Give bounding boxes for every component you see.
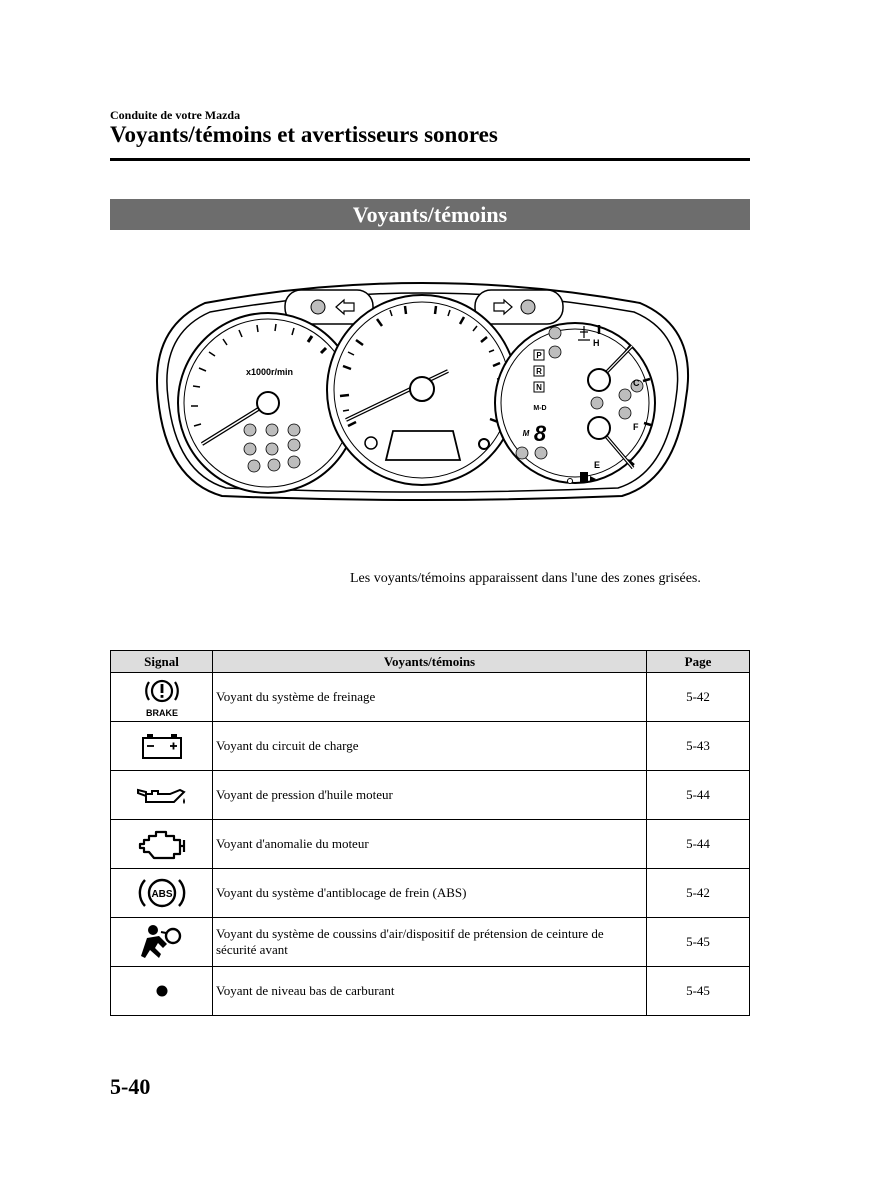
page-title: Voyants/témoins et avertisseurs sonores [110,122,498,147]
table-row [111,722,750,771]
light-label: Voyant du système de coussins d'air/dispositif de prétension de ceinture de sécurité avant [213,918,647,967]
abs-warning-icon [136,872,188,914]
turn-signal-right [475,290,563,324]
title-divider [110,158,750,161]
fuel-empty-label: E [594,460,601,470]
warning-lights-table [110,650,750,1016]
header-page: Page [647,651,750,673]
page-ref: 5-43 [647,722,750,771]
light-label: Voyant d'anomalie du moteur [213,820,647,869]
table-row [111,820,750,869]
svg-text:M-D: M-D [533,405,547,412]
trip-reset-knob [365,437,377,449]
signal-cell [111,869,213,918]
temp-cold-label: C [633,378,640,388]
light-label: Voyant du système de freinage [213,673,647,722]
tach-unit-label: x1000r/min [246,367,294,377]
light-label: Voyant du circuit de charge [213,722,647,771]
odometer-display [386,431,460,460]
signal-cell [111,722,213,771]
cluster-caption: Les voyants/témoins apparaissent dans l'une des zones grisées. [350,571,701,586]
combination-gauge [495,323,655,484]
low-fuel-dot-icon [155,984,169,998]
brake-warning-icon [137,676,187,718]
signal-cell [111,673,213,722]
check-engine-icon [136,826,188,862]
page-ref: 5-44 [647,771,750,820]
odometer-knob [479,439,489,449]
signal-cell [111,918,213,967]
svg-text:BRAKE: BRAKE [145,708,178,718]
light-label: Voyant de pression d'huile moteur [213,771,647,820]
svg-text:P: P [536,351,542,360]
battery-charge-icon [137,730,187,762]
signal-cell [111,967,213,1016]
svg-text:N: N [536,383,542,392]
svg-text:ABS: ABS [150,889,173,900]
page-ref: 5-45 [647,967,750,1016]
instrument-cluster-diagram [150,268,695,503]
svg-text:8: 8 [533,421,547,446]
table-header-row [111,651,750,673]
page-number: 5-40 [110,1074,151,1099]
header-lights: Voyants/témoins [213,651,647,673]
table-row [111,918,750,967]
header-signal: Signal [111,651,213,673]
page-ref: 5-42 [647,673,750,722]
light-label: Voyant de niveau bas de carburant [213,967,647,1016]
table-row [111,771,750,820]
speedometer [327,295,517,485]
table-row [111,869,750,918]
page-ref: 5-42 [647,869,750,918]
signal-cell [111,820,213,869]
page-ref: 5-45 [647,918,750,967]
signal-cell [111,771,213,820]
airbag-icon [139,922,185,962]
page-ref: 5-44 [647,820,750,869]
table-row [111,967,750,1016]
svg-text:M: M [522,429,530,438]
svg-text:R: R [536,367,542,376]
temp-hot-label: H [593,338,600,348]
oil-pressure-icon [134,780,190,810]
fuel-full-label: F [633,422,639,432]
section-heading: Voyants/témoins [110,199,750,230]
table-row [111,673,750,722]
light-label: Voyant du système d'antiblocage de frein (ABS) [213,869,647,918]
tach-indicator-zones [244,424,300,472]
chapter-label: Conduite de votre Mazda [110,108,241,122]
